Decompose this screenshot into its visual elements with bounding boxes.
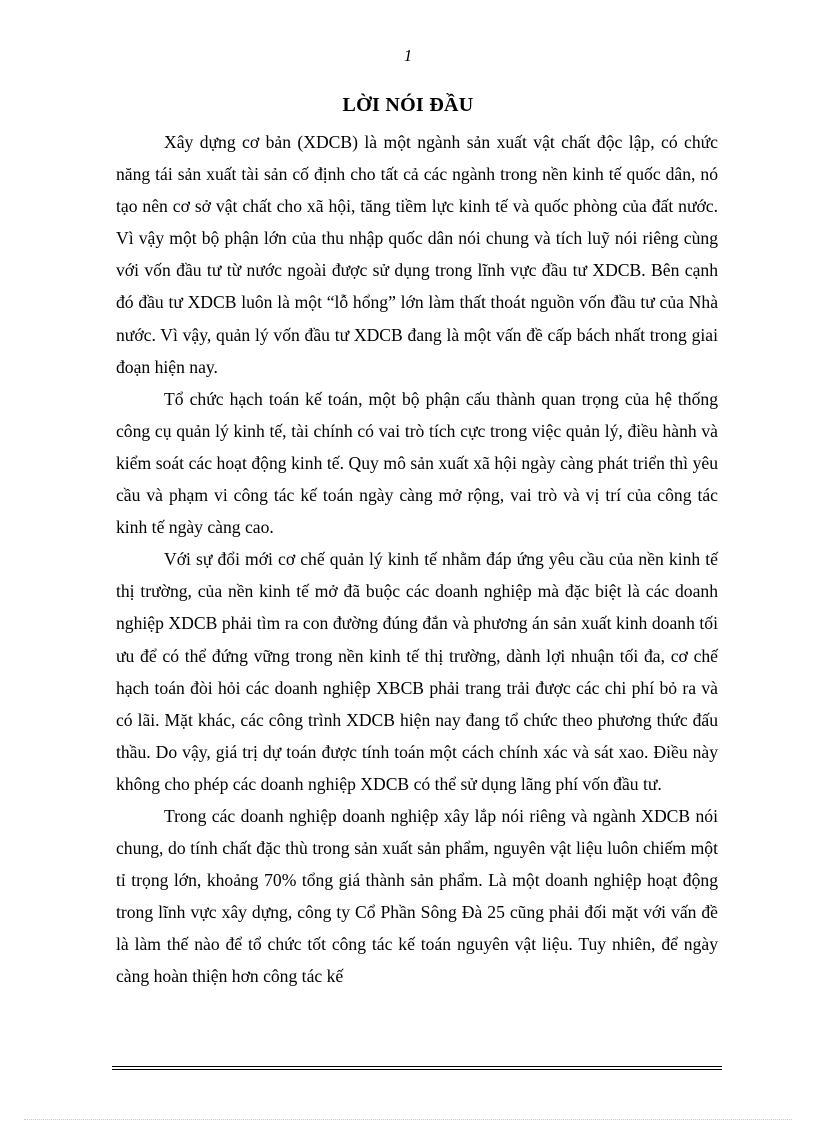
- page-title: LỜI NÓI ĐẦU: [342, 94, 474, 116]
- paragraph-3: Với sự đổi mới cơ chế quản lý kinh tế nhằm đáp ứng yêu cầu của nền kinh tế thị trường, của nền kinh tế mở đã buộc các doanh nghiệp mà đặc biệt là các doanh nghiệp XDCB phải tìm ra con đường đúng đắn và phương án sản xuất kinh doanh tối ưu để có thể đứng vững trong nền kinh tế thị trường, dành lợi nhuận tối đa, cơ chế hạch toán đòi hỏi các doanh nghiệp XBCB phải trang trải được các chi phí bỏ ra và có lãi. Mặt khác, các công trình XDCB hiện nay đang tổ chức theo phương thức đấu thầu. Do vậy, giá trị dự toán được tính toán một cách chính xác và sát xao. Điều này không cho phép các doanh nghiệp XDCB có thể sử dụng lãng phí vốn đầu tư.: [116, 549, 718, 794]
- document-body: [116, 126, 718, 993]
- paragraph-4: Trong các doanh nghiệp doanh nghiệp xây lắp nói riêng và ngành XDCB nói chung, do tính chất đặc thù trong sản xuất sản phẩm, nguyên vật liệu luôn chiếm một tỉ trọng lớn, khoảng 70% tổng giá thành sản phẩm. Là một doanh nghiệp hoạt động trong lĩnh vực xây dựng, công ty Cổ Phần Sông Đà 25 cũng phải đối mặt với vấn đề là làm thế nào để tổ chức tốt công tác kế toán nguyên vật liệu. Tuy nhiên, để ngày càng hoàn thiện hơn công tác kế: [116, 805, 718, 987]
- paragraph-1: Xây dựng cơ bản (XDCB) là một ngành sản xuất vật chất độc lập, có chức năng tái sản xuất tài sản cố định cho tất cả các ngành trong nền kinh tế quốc dân, nó tạo nên cơ sở vật chất cho xã hội, tăng tiềm lực kinh tế và quốc phòng của đất nước. Vì vậy một bộ phận lớn của thu nhập quốc dân nói chung và tích luỹ nói riêng cùng với vốn đầu tư từ nước ngoài được sử dụng trong lĩnh vực đầu tư XDCB. Bên cạnh đó đầu tư XDCB luôn là một “lỗ hổng” lớn làm thất thoát nguồn vốn đầu tư của Nhà nước. Vì vậy, quản lý vốn đầu tư XDCB đang là một vấn đề cấp bách nhất trong giai đoạn hiện nay.: [116, 132, 718, 377]
- paragraph-2: Tổ chức hạch toán kế toán, một bộ phận cấu thành quan trọng của hệ thống công cụ quản lý kinh tế, tài chính có vai trò tích cực trong việc quản lý, điều hành và kiểm soát các hoạt động kinh tế. Quy mô sản xuất xã hội ngày càng phát triển thì yêu cầu và phạm vi công tác kế toán ngày càng mở rộng, vai trò và vị trí của công tác kinh tế ngày càng cao.: [116, 388, 718, 538]
- page-edge-divider: [24, 1119, 792, 1120]
- footer-double-rule: [112, 1066, 722, 1070]
- page-number: 1: [403, 46, 413, 65]
